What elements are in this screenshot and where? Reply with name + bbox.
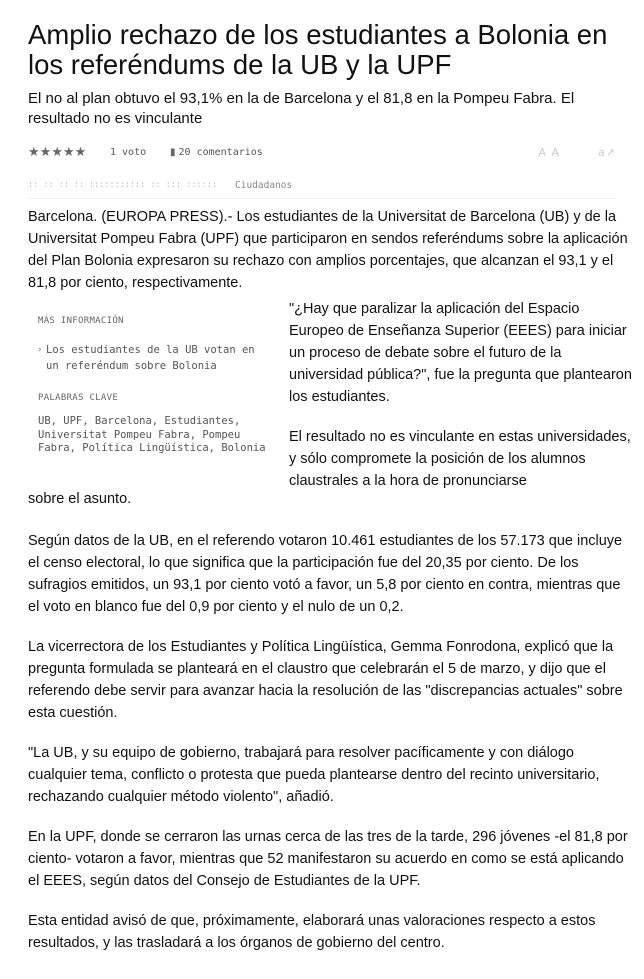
star-icon[interactable]: ★ [74, 145, 87, 160]
star-icon[interactable]: ★ [28, 145, 40, 160]
update-time-blurred: ::::::::::: :: ::: :::::: [89, 180, 217, 190]
paragraph-question: "¿Hay que paralizar la aplicación del Espacio Europeo de Enseñanza Superior (EEES) para iniciar un proceso de debate sobre el futuro de la universidad pública?", fue la pregunta que plantearon los estudiantes. [289, 301, 632, 405]
more-info-heading: MÁS INFORMACIÓN [38, 316, 124, 326]
share-icon[interactable]: a↗ [598, 146, 616, 159]
related-article-label: Los estudiantes de la UB votan en un referéndum sobre Bolonia [46, 344, 255, 372]
divider [28, 198, 616, 199]
article-info [28, 180, 428, 194]
paragraph-lead: Barcelona. (EUROPA PRESS).- Los estudiantes de la Universitat de Barcelona (UB) y de la Universitat Pompeu Fabra (UPF) que participaron en sendos referéndums sobre la aplicación del Plan Bolonia expresaron su rechazo con amplios porcentajes, que alcanzan el 93,1 y el 81,8 por ciento, respectivamente. [28, 209, 628, 291]
paragraph-binding: El resultado no es vinculante en estas universidades, y sólo compromete la posición de los alumnos claustrales a la hora de pronunciarse [289, 429, 631, 489]
article-subtitle: El no al plan obtuvo el 93,1% en la de Barcelona y el 81,8 en la Pompeu Fabra. El resultado no es vinculante [28, 90, 575, 127]
paragraph-vicerrectora: La vicerrectora de los Estudiantes y Política Lingüística, Gemma Fonrodona, explicó que la pregunta formulada se planteará en el claustro que celebrarán el 5 de marzo, y dijo que el referendo debe servir para avanzar hacia la resolución de las "discrepancias actuales" sobre esta cuestión. [28, 639, 623, 721]
article-tools[interactable] [500, 146, 616, 159]
article-meta [28, 145, 616, 163]
paragraph-binding-end: sobre el asunto. [28, 491, 132, 507]
publication-date-blurred: :: :: :: :: [28, 180, 85, 190]
paragraph-quote: "La UB, y su equipo de gobierno, trabajará para resolver pacíficamente y con diálogo cualquier tema, conflicto o protesta que pueda plantearse dentro del recinto universitario, rechazando cualquier método violento", añadió. [28, 745, 600, 805]
paragraph-upf: En la UPF, donde se cerraron las urnas cerca de las tres de la tarde, 296 jóvenes -el 81,8 por ciento- votaron a favor, mientras que 52 manifestaron su acuerdo en como se está aplicando el EEES, según datos del Consejo de Estudiantes de la UPF. [28, 829, 628, 889]
article-title: Amplio rechazo de los estudiantes a Bolonia en los referéndums de la UB y la UPF [28, 19, 608, 80]
text-size-icon[interactable]: A A [538, 146, 561, 159]
comments-link[interactable] [170, 147, 263, 158]
keywords-list[interactable]: UB, UPF, Barcelona, Estudiantes, Universitat Pompeu Fabra, Pompeu Fabra, Política Lingüística, Bolonia [38, 415, 266, 454]
triangle-right-icon: › [37, 345, 43, 355]
section-link[interactable]: Ciudadanos [235, 180, 293, 191]
rating-stars[interactable] [28, 145, 86, 160]
paragraph-ub-data: Según datos de la UB, en el referendo votaron 10.461 estudiantes de los 57.173 que incluye el censo electoral, lo que significa que la participación fue del 20,35 por ciento. De los sufragios emitidos, un 93,1 por ciento votó a favor, un 5,8 por ciento en contra, mientras que el voto en blanco fue del 0,9 por ciento y el nulo de un 0,2. [28, 533, 623, 615]
paragraph-entity: Esta entidad avisó de que, próximamente, elaborará unas valoraciones respecto a estos resultados, y las trasladará a los órganos de gobierno del centro. [28, 913, 596, 951]
vote-count: 1 voto [110, 147, 147, 158]
comment-bubble-icon: ▮ [170, 147, 176, 158]
star-icon[interactable]: ★ [39, 145, 52, 160]
star-icon[interactable]: ★ [62, 145, 75, 160]
star-icon[interactable]: ★ [51, 145, 63, 160]
comments-label: 20 comentarios [178, 147, 263, 158]
related-article-link[interactable] [38, 342, 270, 374]
keywords-heading: PALABRAS CLAVE [38, 393, 119, 403]
